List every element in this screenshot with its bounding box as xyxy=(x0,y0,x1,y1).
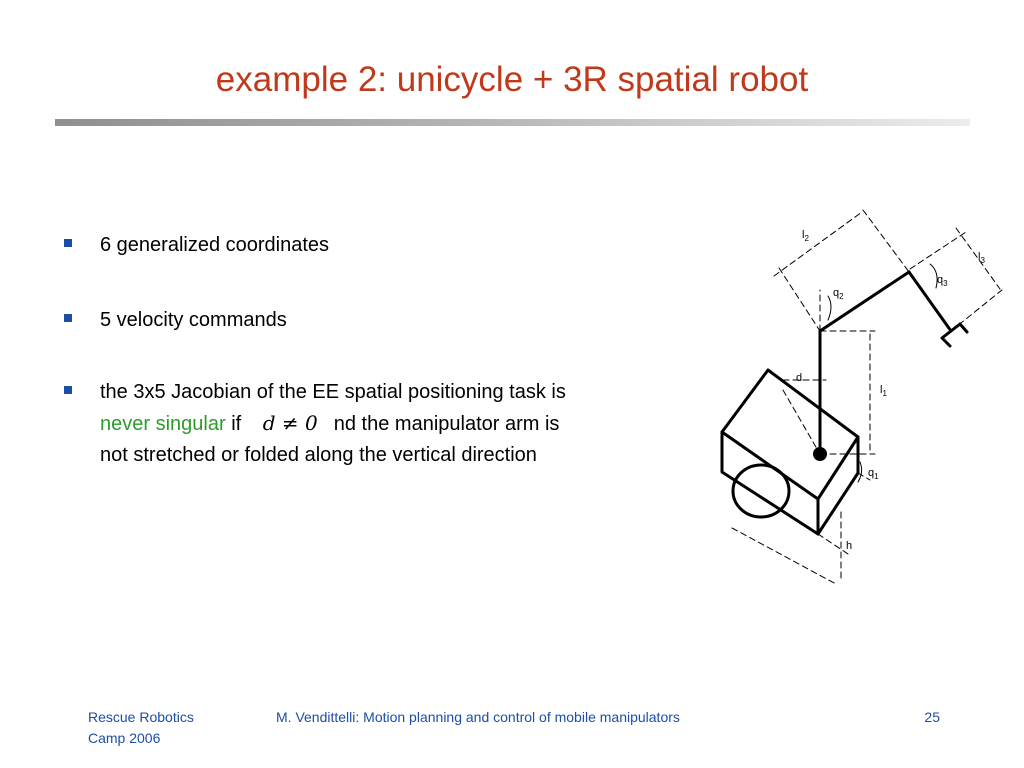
wheel-icon xyxy=(733,465,789,517)
bullet-square-icon xyxy=(64,314,72,322)
label-q3: $q_3$ xyxy=(937,274,948,288)
bullet-square-icon xyxy=(64,386,72,394)
robot-diagram xyxy=(700,200,1024,600)
math-condition: d ≠ 0 xyxy=(262,411,318,435)
footer-event-line2: Camp 2006 xyxy=(88,730,161,746)
label-d: d xyxy=(796,372,803,384)
bullet-text: 6 generalized coordinates xyxy=(100,234,330,256)
label-l1: $l_1$ xyxy=(880,384,887,398)
bullet-text-line1: the 3x5 Jacobian of the EE spatial positioning task is xyxy=(100,381,566,403)
dimension-lines xyxy=(732,210,1002,584)
if-text: if xyxy=(231,413,242,435)
footer-page-number: 25 xyxy=(924,709,940,725)
label-l2: $l_2$ xyxy=(802,229,809,243)
gripper-icon xyxy=(942,324,967,346)
body-front-face xyxy=(722,432,818,534)
q2-angle-arc xyxy=(828,296,831,320)
bullet-square-icon xyxy=(64,239,72,247)
footer-event-line1: Rescue Robotics xyxy=(88,709,194,725)
bullet-item-velocity xyxy=(62,305,760,336)
footer-event xyxy=(88,707,248,749)
never-singular-text: never singular xyxy=(100,413,226,435)
label-q1: $q_1$ xyxy=(868,467,879,481)
label-h: h xyxy=(846,540,853,552)
title-divider xyxy=(55,119,970,126)
bullet-text-line2: nd the manipulator arm is xyxy=(333,413,560,435)
bullet-item-coordinates xyxy=(62,230,760,261)
bullet-item-jacobian xyxy=(62,377,760,471)
base-joint-dot xyxy=(813,447,827,461)
bullet-text: 5 velocity commands xyxy=(100,309,287,331)
label-q2: $q_2$ xyxy=(833,287,844,301)
link-2 xyxy=(820,272,909,331)
label-l3: $l_3$ xyxy=(978,251,985,265)
body-top-face xyxy=(722,370,858,499)
footer-author-title: M. Vendittelli: Motion planning and control of mobile manipulators xyxy=(276,709,680,725)
bullet-text-line3: not stretched or folded along the vertical direction xyxy=(100,444,537,466)
slide-title: example 2: unicycle + 3R spatial robot xyxy=(215,60,809,99)
